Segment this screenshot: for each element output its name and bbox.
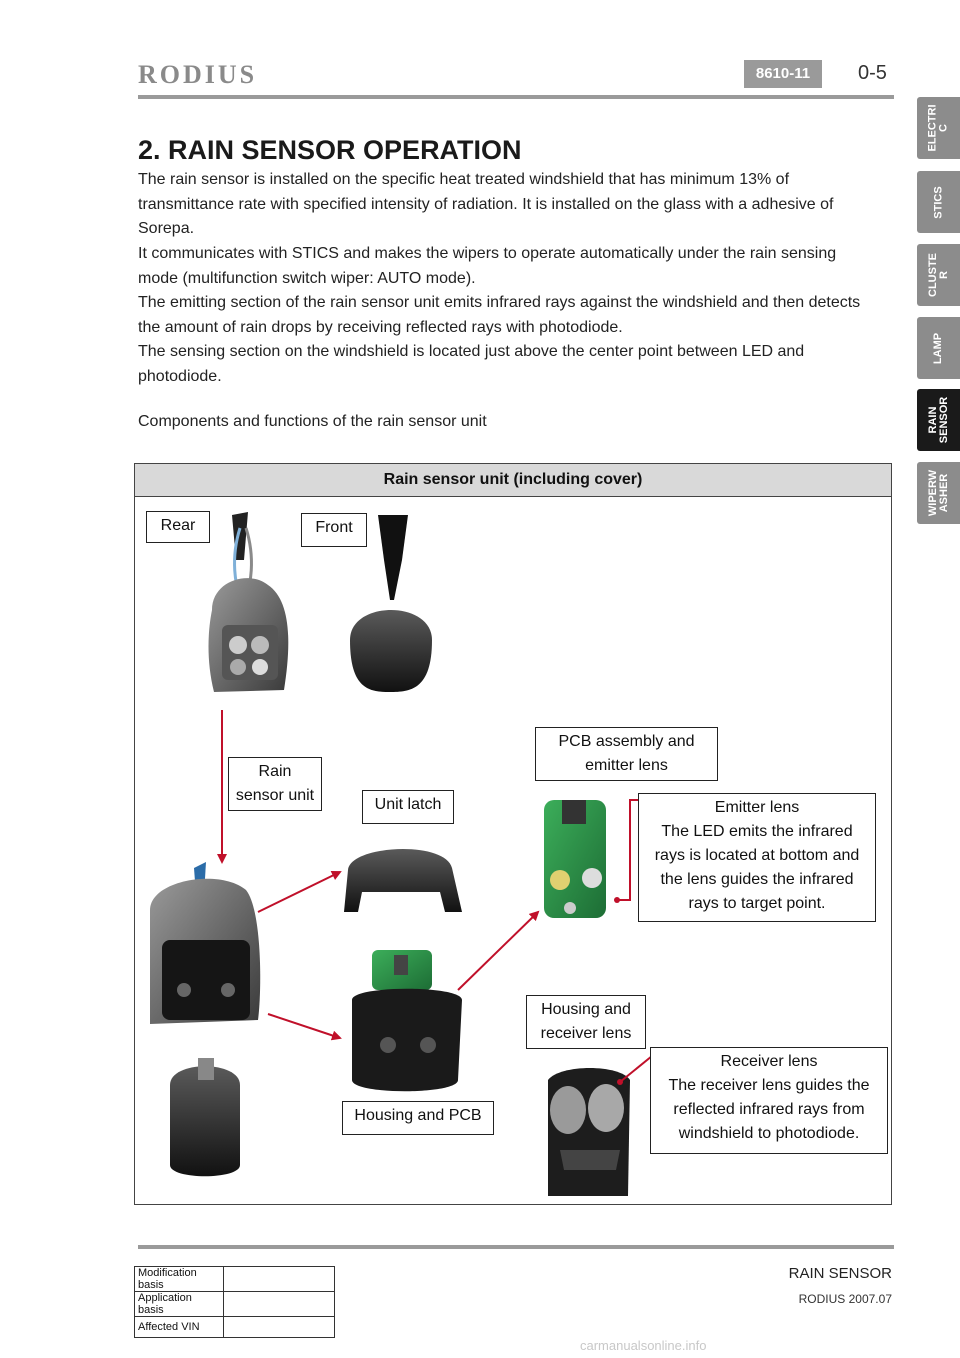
figure-title: Rain sensor unit (including cover) <box>134 463 892 497</box>
brand-logo: RODIUS <box>138 60 258 89</box>
rain-sensor-unit-image <box>150 862 260 1176</box>
label-receiver-lens: Receiver lens The receiver lens guides the reflected infrared rays from windshield to photodiode. <box>650 1047 888 1154</box>
housing-receiver-image <box>548 1068 630 1196</box>
label-housing-pcb: Housing and PCB <box>342 1101 494 1135</box>
header-divider <box>138 95 894 99</box>
side-tab-rain-sensor[interactable]: RAIN SENSOR <box>917 389 960 451</box>
affected-vin-label: Affected VIN <box>135 1317 224 1338</box>
side-tab-wiper-washer[interactable]: WIPERW ASHER <box>917 462 960 524</box>
unit-latch-image <box>344 849 462 912</box>
leader-emitter-dot <box>614 897 620 903</box>
label-housing-receiver-lens: Housing and receiver lens <box>526 995 646 1049</box>
table-row <box>135 1317 335 1338</box>
side-tab-stics[interactable]: STICS <box>917 171 960 233</box>
label-unit-latch: Unit latch <box>362 790 454 824</box>
modification-basis-label: Modification basis <box>135 1267 224 1292</box>
paragraph-emitting: The emitting section of the rain sensor unit emits infrared rays against the windshield and then detects the amount of rain drops by receiving reflected rays with photodiode. <box>138 294 861 336</box>
housing-pcb-image <box>352 950 462 1091</box>
section-title: 2. RAIN SENSOR OPERATION <box>138 135 522 165</box>
figure-caption: Components and functions of the rain sensor unit <box>138 413 487 430</box>
modification-basis-value <box>224 1267 335 1292</box>
label-rain-sensor-unit: Rain sensor unit <box>228 757 322 811</box>
arrow-to-housing-pcb <box>268 1014 340 1038</box>
paragraph-sensing: The sensing section on the windshield is located just above the center point between LED and photodiode. <box>138 343 805 385</box>
rear-view-image <box>209 512 289 692</box>
footer-section-name: RAIN SENSOR <box>788 1265 892 1282</box>
label-emitter-lens: Emitter lens The LED emits the infrared rays is located at bottom and the lens guides the infrared rays to target point. <box>638 793 876 922</box>
leader-receiver-dot <box>617 1079 623 1085</box>
page-number: 0-5 <box>858 62 887 84</box>
application-basis-label: Application basis <box>135 1292 224 1317</box>
side-tab-cluster[interactable]: CLUSTE R <box>917 244 960 306</box>
application-basis-value <box>224 1292 335 1317</box>
footer-model-date: RODIUS 2007.07 <box>798 1292 892 1306</box>
arrow-to-latch <box>258 872 340 912</box>
footer-divider <box>138 1245 894 1249</box>
side-tab-lamp[interactable]: LAMP <box>917 317 960 379</box>
paragraph-communication: It communicates with STICS and makes the wipers to operate automatically under the rain sensing mode (multifunction switch wiper: AUTO mode). <box>138 245 837 287</box>
side-tab-electric[interactable]: ELECTRI C <box>917 97 960 159</box>
leader-emitter-lens <box>617 800 640 900</box>
paragraph-installation: The rain sensor is installed on the specific heat treated windshield that has minimum 13% of transmittance rate with specified intensity of radiation. It is installed on the glass with a adhesive of Sorepa. <box>138 171 834 238</box>
table-row <box>135 1267 335 1292</box>
pcb-assembly-image <box>544 800 606 918</box>
arrow-to-pcb <box>458 912 538 990</box>
leader-receiver-lens <box>620 1056 652 1082</box>
section-code-badge: 8610-11 <box>744 60 822 88</box>
label-rear: Rear <box>146 511 210 543</box>
revision-table <box>134 1266 335 1338</box>
watermark: carmanualsonline.info <box>580 1338 707 1353</box>
affected-vin-value <box>224 1317 335 1338</box>
table-row <box>135 1292 335 1317</box>
label-front: Front <box>301 513 367 547</box>
label-pcb-assembly: PCB assembly and emitter lens <box>535 727 718 781</box>
